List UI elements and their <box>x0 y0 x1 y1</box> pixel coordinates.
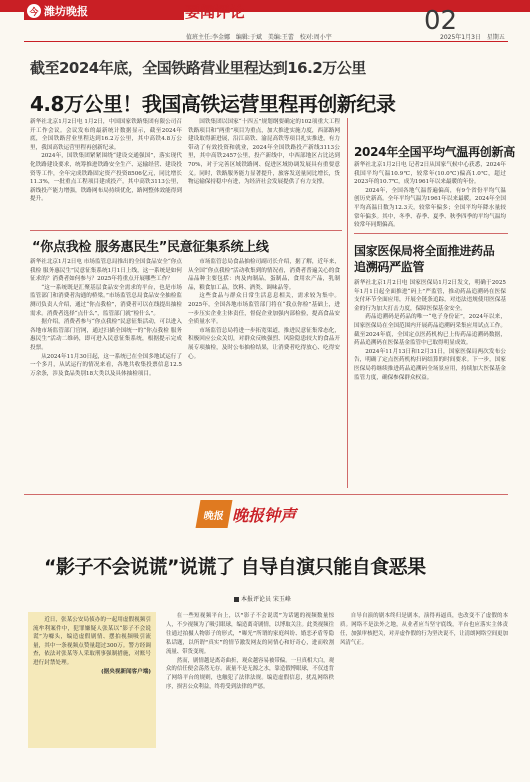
lead-story-bottom-rule <box>30 230 342 231</box>
commentary-byline: 本报评论员 宋玉峰 <box>234 594 291 603</box>
medical-insurance-story-body: 新华社北京1月2日电 国家医保局1月2日发文，明确于2025年1月1日起全面推进“码上”严监管，推动药品追溯码在医保支付环节全面应用，开展全链条追踪，对违法违规使用医保基金的行为加大打击力度，保障医保基金安全。 药品追溯码是药品的唯一“电子身份证”，2024年以来，国家医保局在全国范围内开展药品追溯码采集应用试点工作。截至2024年底，全国定点医药机构已上传药品追溯码数据，药品追溯码在医保基金监管中已取得明显成效。 2024年11月13日和12月31日，国家医保局两次发布公告，明确了定点医药机构扫码结算的时间要求。下一步，国家医保局将继续推进药品追溯码全场景应用，持续加大医保基金监管力度，确保参保群众权益。 <box>354 280 506 381</box>
lead-headline[interactable]: 4.8万公里！我国高铁运营里程再创新纪录 <box>30 92 396 116</box>
logo-mark-icon: 今 <box>27 4 41 18</box>
inspection-story-column-2: 市场监管总局食品抽检司副司长介绍，据了解，近年来，从全国“你点我检”活动收集到的情况看，消费者普遍关心的食品品种主要包括：肉及肉制品，蛋制品，食用农产品，乳制品，粮食加工品，饮料、酒类、调味品等。 这些食品与群众日常生活息息相关，需求较为集中。2025年，全国各地市场监管部门将在“我点你检”基础上，进一步压实企业主体责任，督促企业加强内部检验，提高食品安全质量水平。 市场监管总局将进一步拓宽渠道，推进民意征集常态化，积极回应公众关切，对群众反映强烈、风险隐患较大的食品开展专项抽检，及时公布抽检结果，让消费者吃得放心、吃得安心。 <box>188 259 340 360</box>
commentary-banner <box>198 500 318 528</box>
bell-icon: 晚报 <box>196 500 233 528</box>
lead-kicker: 截至2024年底，全国铁路营业里程达到16.2万公里 <box>30 59 366 77</box>
logo-text: 潍坊晚报 <box>44 5 88 18</box>
inspection-headline[interactable]: “你点我检 服务惠民生”民意征集系统上线 <box>32 240 269 255</box>
commentary-column-2: 自导自演的剧本终归是剧本，演得再逼真，也改变不了虚假的本质。网络不是法外之地，从业者应当坚守底线，平台也应落实主体责任，加强审核把关，对弄虚作假的行为坚决说不，让清朗网络空间更加风清气正。 <box>340 613 508 646</box>
commentary-top-rule <box>24 494 508 495</box>
medical-insurance-headline[interactable]: 国家医保局将全面推进药品追溯码严监管 <box>354 244 495 274</box>
lead-story-column-1: 新华社北京1月2日电 1月2日，中国国家铁路集团有限公司召开工作会议。会议发布的最新统计数据显示，截至2024年底，全国铁路营业里程达到16.2万公里，其中高铁4.8万公里，我国高铁运营里程再创新纪录。 2024年，国铁集团紧紧围绕“建设交通强国”，落实现代化铁路建设要求，统筹推进铁路安全生产、运输经营、建设投资等工作，全年完成铁路固定资产投资8506亿元，同比增长11.3%，一批重点工程项目建成投产，其中高铁3113公里，新线投产能力增强，铁路网布局持续优化，路网整体效能得到提升。 <box>30 119 182 203</box>
masthead-rule <box>24 41 508 42</box>
newspaper-logo[interactable] <box>24 2 184 20</box>
editor-credits: 值班主任:李金娜 编辑:于斌 美编:王蕾 校对:周小宇 <box>186 34 332 41</box>
lead-story-column-2: 国铁集团以国家“十四五”规划纲要确定的102项重大工程铁路项目和“两重”项目为重点，加大推进实施力度，西部路网建设取得新进展，沿江高铁、渝昆高铁等项目扎实推进，有力带动了有效投资和就业，2024年全国铁路投产新线3113公里，其中高铁2457公里，投产新线中，中西部地区占比达到70%，对于完善区域铁路网、促进区域协调发展具有重要意义。同时，铁路服务能力显著提升，旅客发送量同比增长，货物运输保持稳中有进，为经济社会发展提供了有力支撑。 <box>188 119 340 186</box>
temperature-headline[interactable]: 2024年全国平均气温再创新高 <box>354 145 515 159</box>
story-divider <box>354 233 508 234</box>
commentary-column-1: 在一些短视频平台上，以“影子不会说谎”为话题的视频数量惊人，不少视频为了吸引眼球，编造离奇剧情，以博取关注。此类视频往往通过拍摄人物影子的形式，“曝光”所谓的家庭纠纷、婚恋矛盾等隐私话题，以所谓“真实”的情节激发网友的同情心和好奇心，进而收割流量、带货变现。 然而，剧情越是离奇曲折，观众越容易被带偏。一旦真相大白，观众的信任便会荡然无存。流量不是无源之水，靠造假博眼球，不仅违背了网络平台的规则，也触犯了法律法规。编造虚假信息，扰乱网络秩序，损害公众利益，终将受到法律的严惩。 <box>166 613 334 691</box>
masthead <box>0 0 530 44</box>
inspection-story-column-1: 新华社北京1月2日电 市场监管总局推出的全国食品安全“你点我检 服务惠民生”民意征集系统1月1日上线，这一系统是如何征求的？消费者如何参与？2025年将重点开展哪些工作？ “这一系统既是汇聚基层食品安全需求的平台，也是市场监管部门和消费者沟通的桥梁。”市场监管总局食品安全抽检监测司负责人介绍，通过“你点我检”，消费者可以在线提出抽检需求。消费者选择“点什么”，监管部门就“检什么”。 据介绍，消费者参与“你点我检”民意征集活动，可以进入各地市场监管部门官网，通过扫描全国统一的“你点我检 服务惠民生”活动二维码，即可进入民意征集系统，根据提示完成投票。 从2024年11月30日起，这一系统已在全国多地试运行了一个多月，从试运行的情况来看，各地共收集投票信息12.5万余条，涉及食品类别18大类以及具体抽检项目。 <box>30 259 182 377</box>
section-name: 要闻评论 <box>185 3 246 21</box>
page-number: 02 <box>424 6 458 36</box>
commentary-headline[interactable]: “影子不会说谎”说谎了 自导自演只能自食恶果 <box>44 556 426 578</box>
column-divider <box>347 118 348 488</box>
temperature-story-body: 新华社北京1月2日电 记者2日从国家气候中心获悉，2024年我国平均气温10.9℃，较常年(10.0℃)偏高1.0℃，超过2023年的10.7℃，成为1961年以来最暖的年份。 2024年，全国各地气温普遍偏高，有9个省份平均气温创历史新高。全年平均气温为1961年以来最暖。2024年全国平均高温日数为12.3天，较常年偏多；全国平均年降水量较常年偏多。其中，冬季、春季、夏季、秋季四季的平均气温均较常年同期偏高。 <box>354 162 506 229</box>
issue-date: 2025年1月3日 星期五 <box>440 34 505 41</box>
commentary-section-title: 晚报钟声 <box>232 506 297 525</box>
news-brief-box: 近日，张某公安局侦办的一起用虚假视频引流牟利案件中，犯罪嫌疑人张某以“影子不会说谎”为噱头，编造虚假剧情、摆拍视频吸引流量，其中一条视频点赞量超过300万。警方经调查，依法对张某等人采取刑事强制措施，对账号进行封禁处理。 (据央视新闻客户端) <box>28 612 156 748</box>
byline-square-icon <box>234 597 239 602</box>
